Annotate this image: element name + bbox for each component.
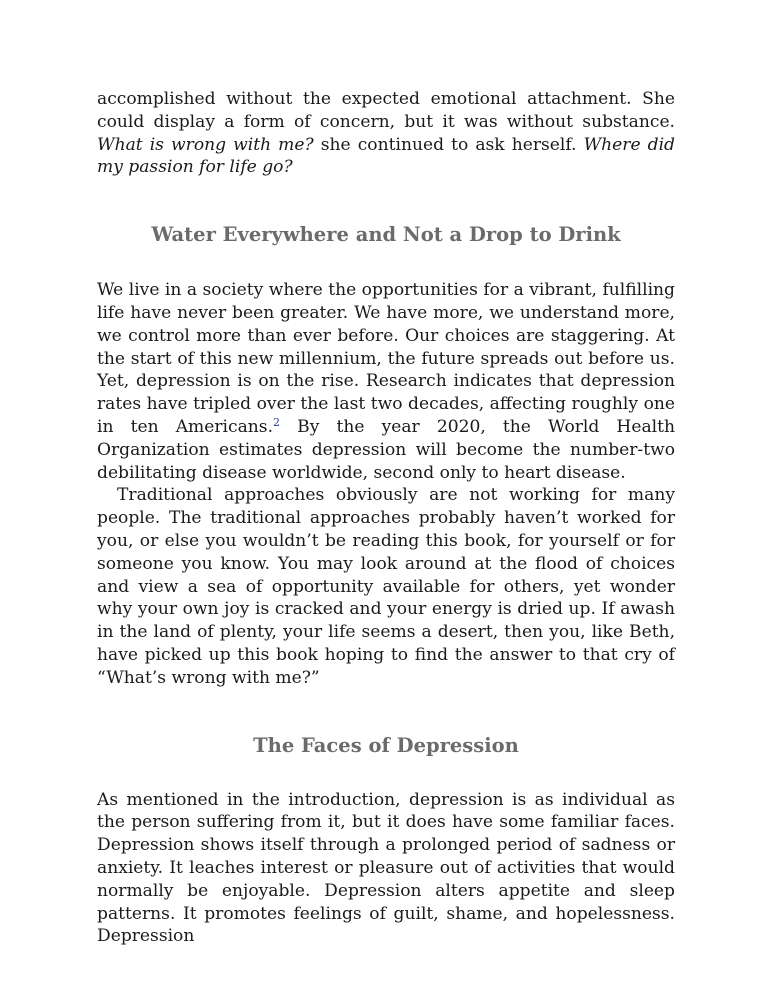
italic-thought: Where did my passion for life go?	[97, 134, 675, 178]
text-run: accomplished without the expected emotional attachment. She could display a form of concern, but it was without substance.	[97, 89, 675, 132]
text-run: We live in a society where the opportunities for a vibrant, fulfilling life have never been greater. We have more, we understand more, we control more than ever before. Our choices are staggering. At the start of this new millennium, the future spreads out before us. Yet, depression is on the rise. Research indicates that depression rates have tripled over the last two decades, affecting roughly one in ten Americans.	[97, 280, 675, 437]
italic-thought: What is wrong with me?	[97, 134, 314, 155]
paragraph-continuation	[97, 88, 675, 179]
paragraph-traditional-approaches: Traditional approaches obviously are not working for many people. The traditional approaches probably haven’t worked for you, or else you wouldn’t be reading this book, for yourself or for someone you know. You may look around at the flood of choices and view a sea of opportunity available for others, yet wonder why your own joy is cracked and your energy is dried up. If awash in the land of plenty, your life seems a desert, then you, like Beth, have picked up this book hoping to find the answer to that cry of “What’s wrong with me?”	[97, 485, 675, 688]
paragraph-introduction: As mentioned in the introduction, depression is as individual as the person suffering from it, but it does have some familiar faces. Depression shows itself through a prolonged period of sadness or anxiety. It leaches interest or pleasure out of activities that would normally be enjoyable. Depression alters appetite and sleep patterns. It promotes feelings of guilt, shame, and hopelessness. Depression	[97, 789, 675, 947]
paragraph-society	[97, 279, 675, 484]
book-page	[97, 88, 675, 948]
section-heading-water: Water Everywhere and Not a Drop to Drink	[151, 223, 621, 247]
text-run: she continued to ask herself.	[313, 134, 584, 155]
footnote-reference[interactable]: 2	[273, 415, 281, 429]
section-heading-faces: The Faces of Depression	[253, 733, 519, 757]
text-run: By the year 2020, the World Health Organization estimates depression will become the number-two debilitating disease worldwide, second only to heart disease.	[97, 416, 675, 483]
